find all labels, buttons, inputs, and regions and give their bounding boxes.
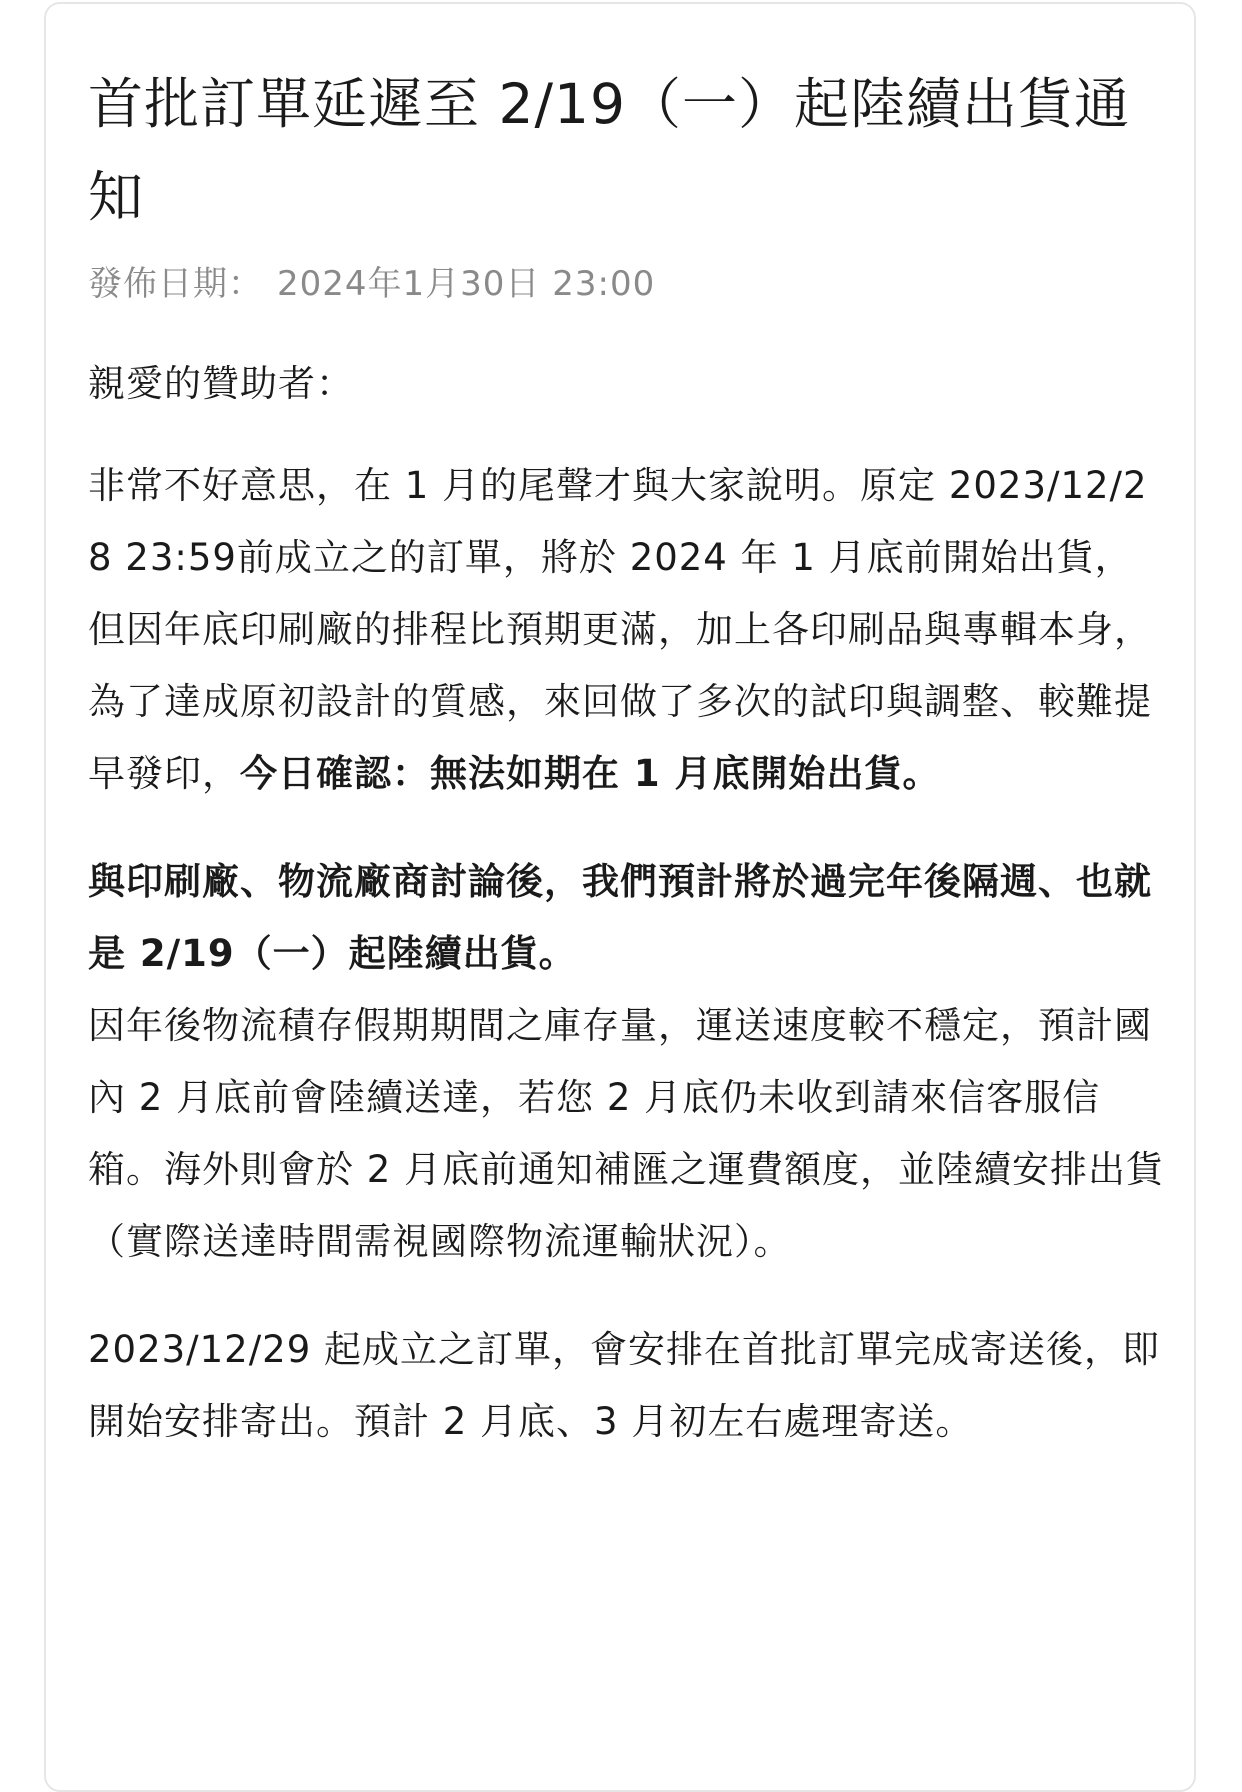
paragraph-new-shipping-date: 與印刷廠、物流廠商討論後，我們預計將於過完年後隔週、也就是 2/19（一）起陸續出貨。 — [88, 860, 1152, 975]
greeting: 親愛的贊助者： — [88, 362, 354, 405]
paragraph-delay-explanation — [88, 450, 1168, 810]
paragraph-later-orders: 2023/12/29 起成立之訂單，會安排在首批訂單完成寄送後，即開始安排寄出。預計 2 月底、3 月初左右處理寄送。 — [88, 1328, 1161, 1443]
article-content — [88, 58, 1168, 1458]
publish-meta — [88, 262, 1168, 306]
paragraph-delay-text: 非常不好意思，在 1 月的尾聲才與大家說明。原定 2023/12/28 23:59前成立之的訂單，將於 2024 年 1 月底前開始出貨，但因年底印刷廠的排程比預期更滿，加上各印刷品與專輯本身，為了達成原初設計的質感，來回做了多次的試印與調整、較難提早發印， — [88, 464, 1152, 795]
publish-date-label: 發佈日期： — [88, 264, 263, 304]
paragraph-delay-confirmation: 今日確認：無法如期在 1 月底開始出貨。 — [240, 752, 941, 795]
paragraph-logistics-note: 因年後物流積存假期期間之庫存量，運送速度較不穩定，預計國內 2 月底前會陸續送達，若您 2 月底仍未收到請來信客服信箱。海外則會於 2 月底前通知補匯之運費額度，並陸續安排出貨（實際送達時間需視國際物流運輸狀況）。 — [88, 1004, 1165, 1263]
article-title: 首批訂單延遲至 2/19（一）起陸續出貨通知 — [88, 72, 1130, 229]
publish-date-value: 2024年1月30日 23:00 — [277, 264, 656, 304]
